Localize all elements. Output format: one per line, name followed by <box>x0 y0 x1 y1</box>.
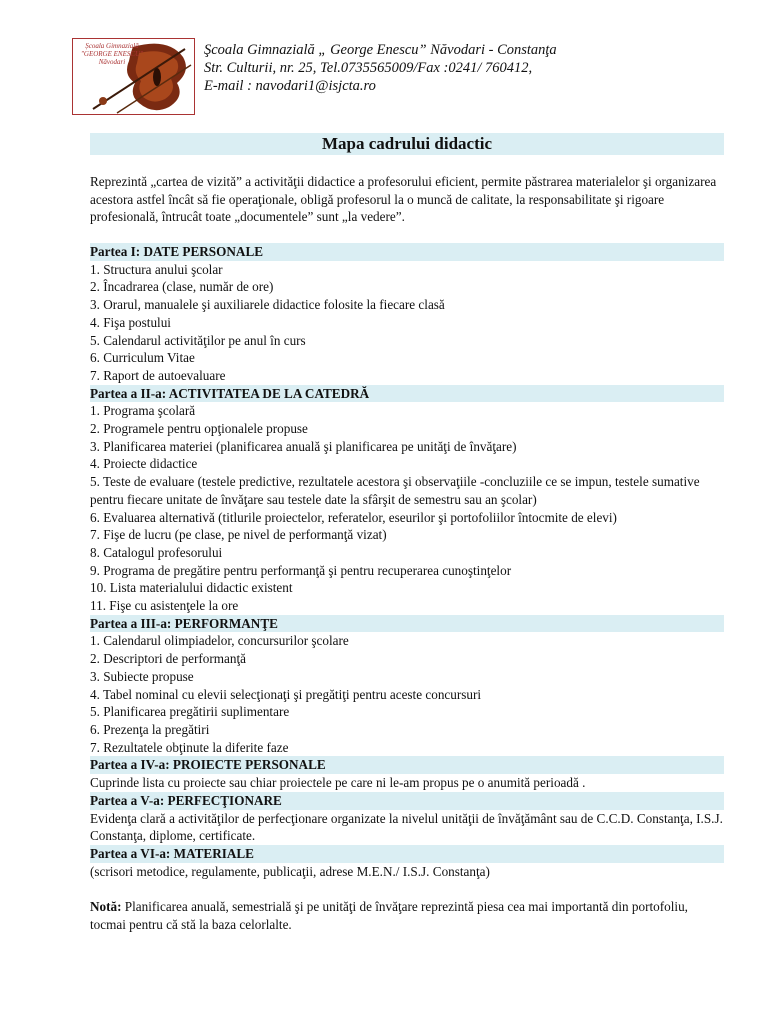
logo-text: Școala Gimnazială "GEORGE ENESCU" Năvodari <box>80 42 144 66</box>
section-title: PROIECTE PERSONALE <box>172 757 326 773</box>
section-title: MATERIALE <box>173 845 254 861</box>
list-item: 1. Programa şcolară <box>90 403 196 419</box>
list-item: 3. Planificarea materiei (planificarea anuală şi planificarea pe unităţi de învăţare) <box>90 438 517 454</box>
list-item: Evidenţa clară a activităţilor de perfecţionare organizate la nivelul unităţii de învăţământ sau de C.C.D. Constanţa, I.S.J. Constanţa, diplome, certificate. <box>90 810 723 844</box>
section-heading <box>90 615 724 633</box>
list-item: 7. Raport de autoevaluare <box>90 367 226 383</box>
school-logo <box>72 38 195 115</box>
list-item: 9. Programa de pregătire pentru performanţă şi pentru recuperarea cunoştinţelor <box>90 562 512 578</box>
section-title: PERFORMANŢE <box>174 615 278 631</box>
list-item: 6. Evaluarea alternativă (titlurile proiectelor, referatelor, eseurilor şi portofoliilor întocmite de elevi) <box>90 509 617 525</box>
header-address: Str. Culturii, nr. 25, Tel.0735565009/Fax :0241/ 760412, <box>204 60 533 76</box>
intro-paragraph: Reprezintă „cartea de vizită” a activităţii didactice a profesorului eficient, permite păstrarea materialelor şi organizarea acestora astfel încât să fie operaţionale, obligă profesorul la o muncă de calitate, la responsabilitate şi rigoare profesională, întrucât toate „documentele” sunt „la vedere”. <box>90 174 717 224</box>
section-title: DATE PERSONALE <box>143 244 264 259</box>
list-item: 6. Curriculum Vitae <box>90 350 195 366</box>
sections-list <box>90 243 724 880</box>
section-label: Partea a VI-a: <box>90 845 174 861</box>
list-item: 3. Subiecte propuse <box>90 668 194 684</box>
school-header <box>204 41 557 95</box>
section-heading <box>90 792 724 810</box>
list-item: 2. Descriptori de performanţă <box>90 651 246 667</box>
list-item: 4. Proiecte didactice <box>90 456 198 472</box>
page-title: Mapa cadrului didactic <box>90 133 724 155</box>
section-heading <box>90 243 724 261</box>
section-heading <box>90 845 724 863</box>
section-heading <box>90 385 724 403</box>
list-item: 5. Calendarul activităţilor pe anul în curs <box>90 332 306 348</box>
list-item: 7. Rezultatele obţinute la diferite faze <box>90 739 289 755</box>
section-label: Partea I: <box>90 244 144 259</box>
list-item: 8. Catalogul profesorului <box>90 544 223 560</box>
list-item: 1. Calendarul olimpiadelor, concursurilor şcolare <box>90 633 349 649</box>
section-label: Partea a III-a: <box>90 615 175 631</box>
header-email: E-mail : navodari1@isjcta.ro <box>204 78 376 94</box>
header-school-name: Şcoala Gimnazială „ George Enescu” Năvodari - Constanţa <box>204 42 557 58</box>
list-item: 2. Programele pentru opţionalele propuse <box>90 421 308 437</box>
list-item: 6. Prezenţa la pregătiri <box>90 721 210 737</box>
section-heading <box>90 756 724 774</box>
section-title: ACTIVITATEA DE LA CATEDRĂ <box>168 385 370 401</box>
section-label: Partea a IV-a: <box>90 757 173 773</box>
list-item: Cuprinde lista cu proiecte sau chiar proiectele pe care ni le-am propus pe o anumită perioadă . <box>90 775 586 791</box>
section-label: Partea a II-a: <box>90 385 169 401</box>
list-item: 4. Tabel nominal cu elevii selecţionaţi şi pregătiţi pentru aceste concursuri <box>90 686 482 702</box>
list-item: 3. Orarul, manualele şi auxiliarele didactice folosite la fiecare clasă <box>90 297 445 313</box>
list-item: 4. Fişa postului <box>90 314 171 330</box>
list-item: 10. Lista materialului didactic existent <box>90 580 293 596</box>
list-item: 11. Fişe cu asistenţele la ore <box>90 598 239 614</box>
section-title: PERFECŢIONARE <box>167 792 282 808</box>
list-item: 5. Teste de evaluare (testele predictive, rezultatele acestora şi observaţiile -concluziile ce se impun, testele sumative pentru fiecare unitate de învăţare sau testele date la sfârşit de semestru sau an şcolar) <box>90 474 700 507</box>
list-item: 1. Structura anului şcolar <box>90 261 223 277</box>
list-item: (scrisori metodice, regulamente, publicaţii, adrese M.E.N./ I.S.J. Constanţa) <box>90 863 490 879</box>
list-item: 2. Încadrarea (clase, număr de ore) <box>90 279 274 295</box>
section-label: Partea a V-a: <box>90 792 168 808</box>
list-item: 5. Planificarea pregătirii suplimentare <box>90 704 290 720</box>
note-paragraph <box>90 898 724 933</box>
note-label: Notă: <box>90 899 122 914</box>
note-text: Planificarea anuală, semestrială şi pe unităţi de învăţare reprezintă piesa cea mai importantă din portofoliu, tocmai pentru că stă la baza celorlalte. <box>90 899 688 932</box>
list-item: 7. Fişe de lucru (pe clase, pe nivel de performanţă vizat) <box>90 527 387 543</box>
